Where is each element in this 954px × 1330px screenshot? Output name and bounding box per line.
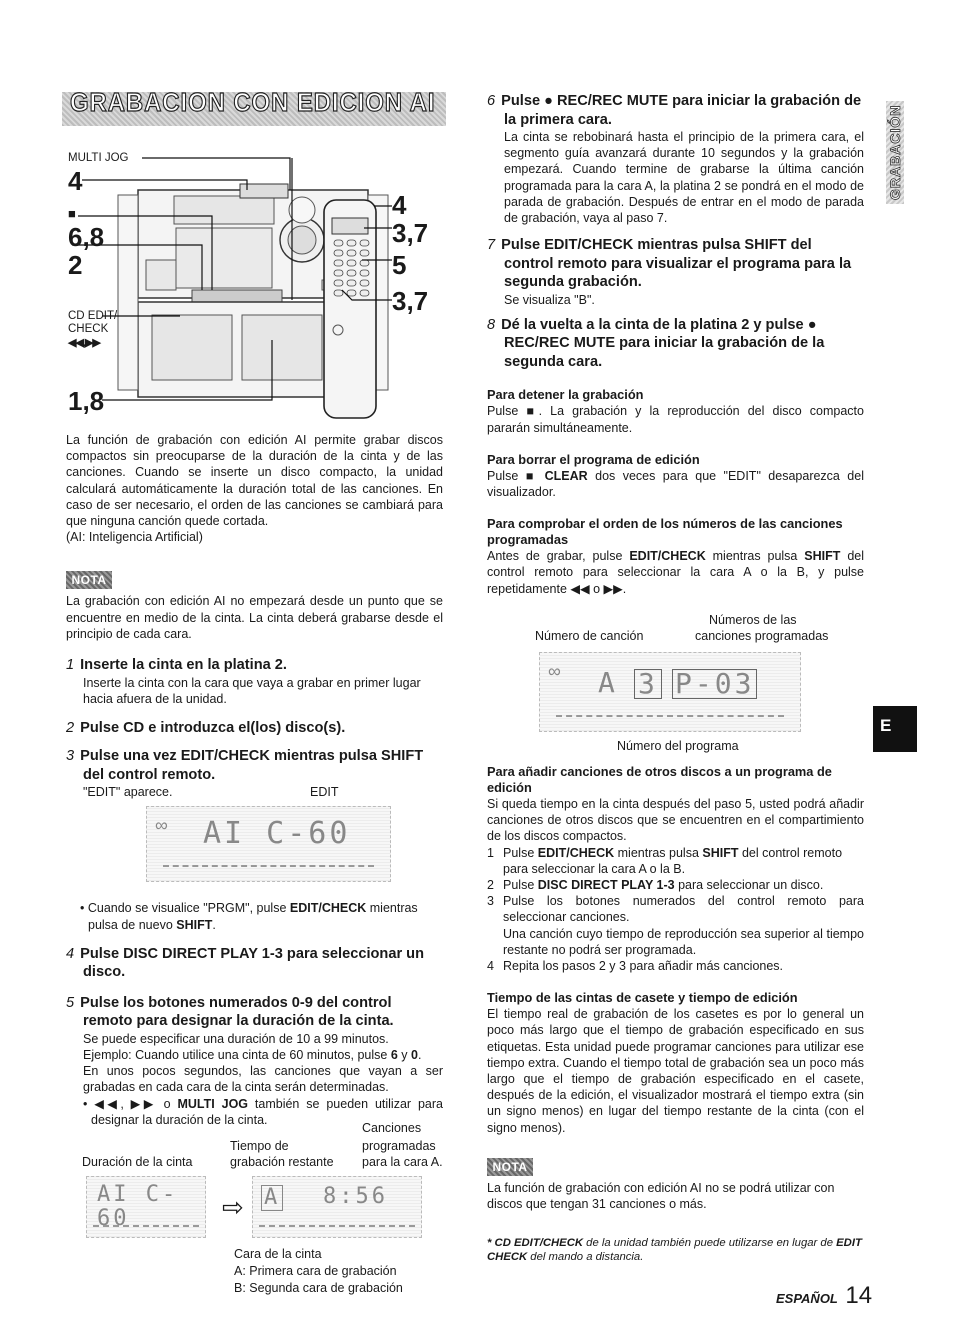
program-check-display	[539, 652, 801, 732]
step-1-body: Inserte la cinta con la cara que vaya a grabar en primer lugar hacia afuera de la unidad.	[83, 675, 421, 706]
duration-display-1	[86, 1176, 206, 1238]
side-tab-label: GRABACIÓN	[886, 101, 904, 204]
add-item-2: 2 Pulse DISC DIRECT PLAY 1-3 para seleccionar un disco.	[487, 878, 824, 893]
label-duracion: Duración de la cinta	[82, 1155, 193, 1169]
nota-badge-1: NOTA	[66, 571, 112, 589]
label-skip: ◀◀,▶▶	[68, 337, 100, 349]
edit-display	[146, 806, 391, 882]
add-item-3-note: Una canción cuyo tiempo de reproducción sea superior al tiempo restante no podrá ser programada.	[503, 926, 864, 957]
edit-display-readout: AI C-60	[203, 816, 351, 852]
label-numeros-de-las: Números de las	[709, 613, 797, 627]
page-footer	[776, 1282, 876, 1318]
label-grab-restante: grabación restante	[230, 1155, 334, 1169]
label-cd-edit: CD EDIT/	[68, 310, 118, 322]
program-check-number: P-03	[672, 669, 757, 699]
step-5-heading: 5 Pulse los botones numerados 0-9 del control remoto para designar la duración de la cinta.	[66, 994, 394, 1030]
check-body: Antes de grabar, pulse EDIT/CHECK mientras pulsa SHIFT del control remoto para seleccionar la cara A o la B, y pulse repetidamente ◀◀ o ▶▶.	[487, 549, 865, 596]
section-title-banner	[62, 87, 446, 126]
step-7-body: Se visualiza "B".	[504, 292, 595, 307]
program-check-track: 3	[634, 669, 662, 699]
duration-display-1-readout: AI C-60	[97, 1182, 179, 1231]
label-cara-cinta: Cara de la cinta	[234, 1247, 322, 1261]
program-check-diagram	[487, 610, 867, 760]
language-tab	[873, 706, 917, 752]
label-num-cancion: Número de canción	[535, 629, 644, 643]
label-para-cara: para la cara A.	[362, 1155, 443, 1169]
step-6-body: La cinta se rebobinará hasta el principio de la primera cara, el segmento guía avanzará durante 10 segundos y la grabación empezará. Cuando termine de grabarse la última canción programada para la cara A, la platina 2 se pondrá en el modo de parada de grabación. Después de entrar en el modo de parada de grabación, vaya al paso 7.	[504, 130, 864, 226]
step-7-heading: 7 Pulse EDIT/CHECK mientras pulsa SHIFT del control remoto para visualizar el programa para la segunda grabación.	[487, 237, 852, 291]
check-heading: Para comprobar el orden de los números de las canciones programadas	[487, 516, 843, 548]
step-4-heading: 4 Pulse DISC DIRECT PLAY 1-3 para seleccionar un disco.	[66, 945, 425, 981]
section-title: GRABACION CON EDICION AI	[70, 87, 436, 117]
tape-time-body: El tiempo real de grabación de los casetes es por lo general un poco más largo que el tiempo de grabación especificado en sus etiquetas. Esta unidad puede programar canciones para utilizar ese tiempo extra. Cuando el tiempo total de grabación sea un poco más largo que el tiempo de grabación especificado en el casete, después de la edición, el visualizador mostrará el tiempo extra (sin un signo menos) en lugar del tiempo restante de la cinta (con el signo menos).	[487, 1007, 864, 1135]
add-item-4: 4 Repita los pasos 2 y 3 para añadir más canciones.	[487, 959, 784, 974]
system-figure	[62, 140, 452, 430]
page-number: 14	[845, 1282, 873, 1309]
add-body: Si queda tiempo en la cinta después del paso 5, usted podrá añadir canciones de otros discos que se encuentren en el compartimiento de los discos compactos.	[487, 797, 864, 844]
add-list	[487, 845, 864, 975]
label-tiempo-de: Tiempo de	[230, 1139, 289, 1153]
nota-2-text: La función de grabación con edición AI no se podrá utilizar con discos que tengan 31 canciones o más.	[487, 1180, 835, 1212]
tape-icon: ∞	[548, 661, 561, 681]
footnote: * CD EDIT/CHECK de la unidad también puede utilizarse en lugar de EDIT CHECK del mando a distancia.	[487, 1237, 862, 1264]
intro-text: La función de grabación con edición AI permite grabar discos compactos sin preocuparse de la duración de la cinta y de las canciones. Cuando se inserte un disco compacto, la unidad calculará automáticamente la duración total de las canciones. En caso de ser necesario, el orden de las canciones se cambiará para que ninguna canción quede cortada.	[66, 433, 443, 529]
label-step-18: 1,8	[68, 386, 105, 416]
label-step-37b: 3,7	[392, 286, 429, 316]
stereo-illustration	[62, 140, 452, 430]
nota-badge-2: NOTA	[487, 1158, 533, 1176]
add-heading: Para añadir canciones de otros discos a un programa de edición	[487, 764, 832, 795]
label-check: CHECK	[68, 323, 109, 335]
label-step-4b: 4	[392, 190, 407, 220]
duration-display-2-side: A	[261, 1185, 283, 1211]
ai-note: (AI: Inteligencia Artificial)	[66, 530, 203, 545]
step-3-heading: 3 Pulse una vez EDIT/CHECK mientras pulsa SHIFT del control remoto.	[66, 748, 424, 783]
step-5-body: Se puede especificar una duración de 10 a 99 minutos. Ejemplo: Cuando utilice una cinta de 60 minutos, pulse 6 y 0. En unos pocos segundos, las canciones que vayan a ser grabadas en cada cara de la cinta serán determinadas. • ◀◀, ▶▶ o MULTI JOG también se pueden utilizar para designar la duración de la cinta.	[83, 1031, 443, 1127]
step-2-heading: 2 Pulse CD e introduzca el(los) disco(s).	[66, 719, 346, 736]
label-step-4a: 4	[68, 166, 83, 196]
label-stop: ■	[68, 206, 76, 221]
program-check-side: A	[598, 666, 618, 699]
step-3-bullet: • Cuando se visualice "PRGM", pulse EDIT/CHECK mientras pulsa de nuevo SHIFT.	[80, 901, 418, 932]
step-6-heading: 6 Pulse ● REC/REC MUTE para iniciar la grabación de la primera cara.	[487, 93, 862, 128]
arrow-right-icon: ⇨	[222, 1192, 244, 1222]
right-column	[487, 92, 864, 597]
side-tab	[882, 92, 912, 212]
add-item-3: 3 Pulse los botones numerados del control remoto para seleccionar canciones.	[487, 894, 864, 925]
label-step-68: 6,8	[68, 222, 105, 252]
tape-time-heading: Tiempo de las cintas de casete y tiempo de edición	[487, 990, 798, 1006]
duration-display-2	[252, 1176, 422, 1238]
label-step-5: 5	[392, 250, 407, 280]
stop-heading: Para detener la grabación	[487, 387, 644, 403]
label-canciones-prog: canciones programadas	[695, 629, 829, 643]
label-cara-b: B: Segunda cara de grabación	[234, 1281, 403, 1295]
step-1-heading: 1 Inserte la cinta en la platina 2.	[66, 657, 287, 674]
label-step-37a: 3,7	[392, 218, 429, 248]
footer-language: ESPAÑOL	[776, 1291, 838, 1306]
label-programadas: programadas	[362, 1139, 436, 1153]
edit-label: EDIT	[310, 785, 339, 800]
left-column	[66, 432, 443, 1128]
label-step-2: 2	[68, 250, 83, 280]
label-num-programa: Número del programa	[617, 739, 739, 753]
label-canciones: Canciones	[362, 1121, 422, 1135]
add-item-1: 1 Pulse EDIT/CHECK mientras pulsa SHIFT del control remoto para seleccionar la cara A o la B.	[487, 845, 843, 876]
edit-appears: "EDIT" aparece.	[83, 785, 173, 800]
erase-body: Pulse ■ CLEAR dos veces para que "EDIT" desaparezca del visualizador.	[487, 468, 864, 500]
stop-body: Pulse ■. La grabación y la reproducción del disco compacto pararán simultáneamente.	[487, 404, 864, 435]
right-column-lower	[487, 764, 864, 1264]
label-cara-a: A: Primera cara de grabación	[234, 1264, 397, 1278]
duration-display-2-time: 8:56	[323, 1184, 388, 1209]
label-multi-jog: MULTI JOG	[68, 152, 129, 164]
erase-heading: Para borrar el programa de edición	[487, 451, 700, 467]
step-8-heading: 8 Dé la vuelta a la cinta de la platina 2 y pulse ● REC/REC MUTE para iniciar la grabación de la segunda cara.	[487, 316, 825, 370]
duration-diagram	[66, 1118, 456, 1298]
nota-1-text: La grabación con edición AI no empezará desde un punto que se encuentre en medio de la cinta. La cinta deberá grabarse desde el principio de cada cara.	[66, 594, 443, 641]
language-tab-label: E	[880, 716, 892, 735]
tape-icon: ∞	[155, 815, 168, 836]
